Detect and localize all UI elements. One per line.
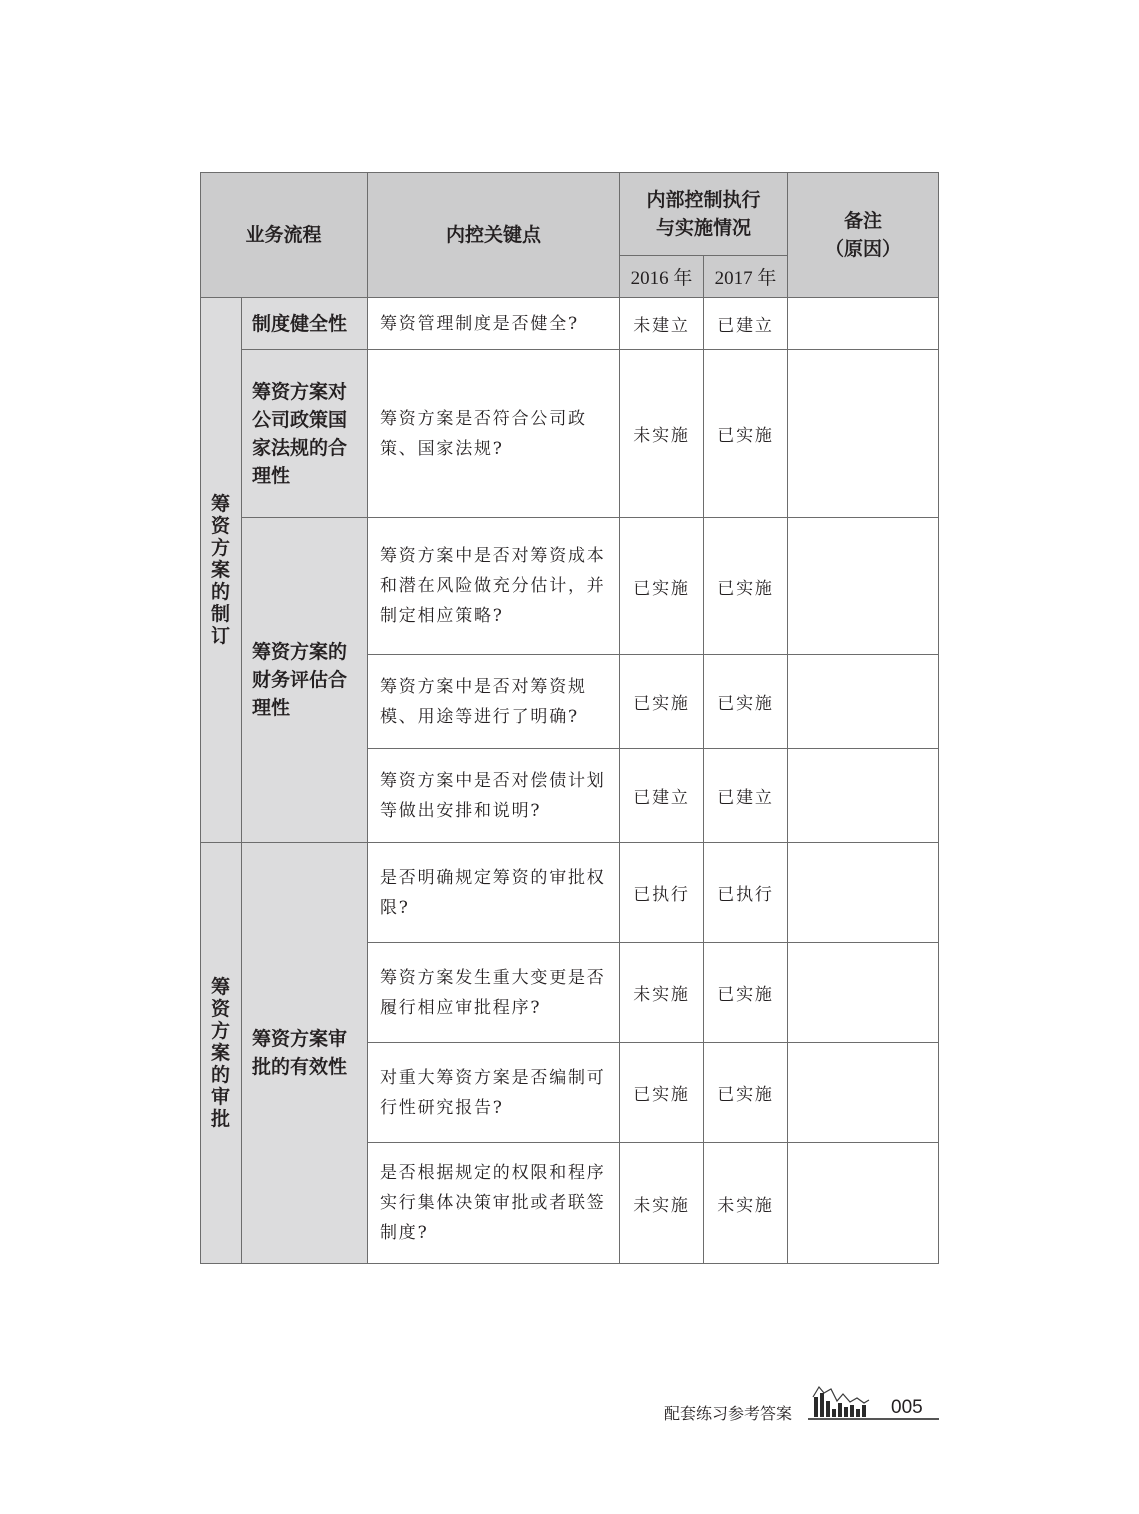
- sub-approval-effectiveness: 筹资方案审批的有效性: [242, 843, 368, 1264]
- row-4-remark: [788, 749, 939, 843]
- header-key-point-label: 内控关键点: [445, 223, 541, 246]
- row-0-2017: 已建立: [704, 298, 788, 350]
- vertical-char: 的: [210, 581, 230, 603]
- vertical-char: 审: [210, 1086, 230, 1108]
- row-0-point: 筹资管理制度是否健全?: [368, 298, 620, 350]
- row-5-point: 是否明确规定筹资的审批权限?: [368, 843, 620, 943]
- bar-chart-logo-icon: [812, 1383, 870, 1419]
- row-1-remark: [788, 350, 939, 518]
- vertical-char: 资: [210, 515, 230, 537]
- sub-financial-evaluation: 筹资方案的财务评估合理性: [242, 518, 368, 843]
- page-number: 005: [891, 1397, 923, 1418]
- row-8-remark: [788, 1143, 939, 1264]
- group-approval-label: [211, 976, 230, 1130]
- row-8-2016: 未实施: [620, 1143, 704, 1264]
- row-2-2016: 已实施: [620, 518, 704, 655]
- row-3-2016: 已实施: [620, 655, 704, 749]
- header-remarks-line1: 备注: [843, 209, 882, 232]
- vertical-char: 案: [210, 559, 230, 581]
- row-4-point: 筹资方案中是否对偿债计划等做出安排和说明?: [368, 749, 620, 843]
- row-7-2017: 已实施: [704, 1043, 788, 1143]
- header-year-2016: 2016 年: [620, 256, 704, 298]
- row-1-2016: 未实施: [620, 350, 704, 518]
- row-4-2016: 已建立: [620, 749, 704, 843]
- footer-rule: [808, 1418, 939, 1420]
- row-2-2017: 已实施: [704, 518, 788, 655]
- vertical-char: 制: [210, 603, 230, 625]
- row-6-2016: 未实施: [620, 943, 704, 1043]
- group-formulation-label: [211, 493, 230, 647]
- vertical-char: 案: [210, 1042, 230, 1064]
- group-formulation: [200, 298, 242, 843]
- row-5-2016: 已执行: [620, 843, 704, 943]
- vertical-char: 的: [210, 1064, 230, 1086]
- row-8-point: 是否根据规定的权限和程序实行集体决策审批或者联签制度?: [368, 1143, 620, 1264]
- row-3-point: 筹资方案中是否对筹资规模、用途等进行了明确?: [368, 655, 620, 749]
- row-3-remark: [788, 655, 939, 749]
- row-1-2017: 已实施: [704, 350, 788, 518]
- sub-policy-reasonableness: 筹资方案对公司政策国家法规的合理性: [242, 350, 368, 518]
- row-2-remark: [788, 518, 939, 655]
- vertical-char: 资: [210, 998, 230, 1020]
- row-4-2017: 已建立: [704, 749, 788, 843]
- row-7-2016: 已实施: [620, 1043, 704, 1143]
- row-5-remark: [788, 843, 939, 943]
- vertical-char: 筹: [210, 976, 230, 998]
- row-5-2017: 已执行: [704, 843, 788, 943]
- header-status: [620, 172, 788, 256]
- row-3-2017: 已实施: [704, 655, 788, 749]
- row-6-remark: [788, 943, 939, 1043]
- sub-system-soundness: 制度健全性: [242, 298, 368, 350]
- header-key-point: [368, 172, 620, 298]
- vertical-char: 批: [210, 1108, 230, 1130]
- vertical-char: 筹: [210, 493, 230, 515]
- footer-text: 配套练习参考答案: [664, 1404, 793, 1423]
- row-2-point: 筹资方案中是否对筹资成本和潜在风险做充分估计，并制定相应策略?: [368, 518, 620, 655]
- vertical-char: 订: [210, 625, 230, 647]
- header-status-line2: 与实施情况: [655, 216, 751, 239]
- header-remarks: [788, 172, 939, 298]
- header-process: [200, 172, 368, 298]
- row-6-2017: 已实施: [704, 943, 788, 1043]
- header-process-label: 业务流程: [245, 223, 322, 246]
- vertical-char: 方: [210, 1020, 230, 1042]
- row-7-remark: [788, 1043, 939, 1143]
- header-year-2017: 2017 年: [704, 256, 788, 298]
- row-8-2017: 未实施: [704, 1143, 788, 1264]
- row-6-point: 筹资方案发生重大变更是否履行相应审批程序?: [368, 943, 620, 1043]
- header-status-line1: 内部控制执行: [646, 188, 761, 211]
- row-0-remark: [788, 298, 939, 350]
- header-remarks-line2: （原因）: [824, 237, 901, 260]
- row-0-2016: 未建立: [620, 298, 704, 350]
- row-1-point: 筹资方案是否符合公司政策、国家法规?: [368, 350, 620, 518]
- group-approval: [200, 843, 242, 1264]
- row-7-point: 对重大筹资方案是否编制可行性研究报告?: [368, 1043, 620, 1143]
- vertical-char: 方: [210, 537, 230, 559]
